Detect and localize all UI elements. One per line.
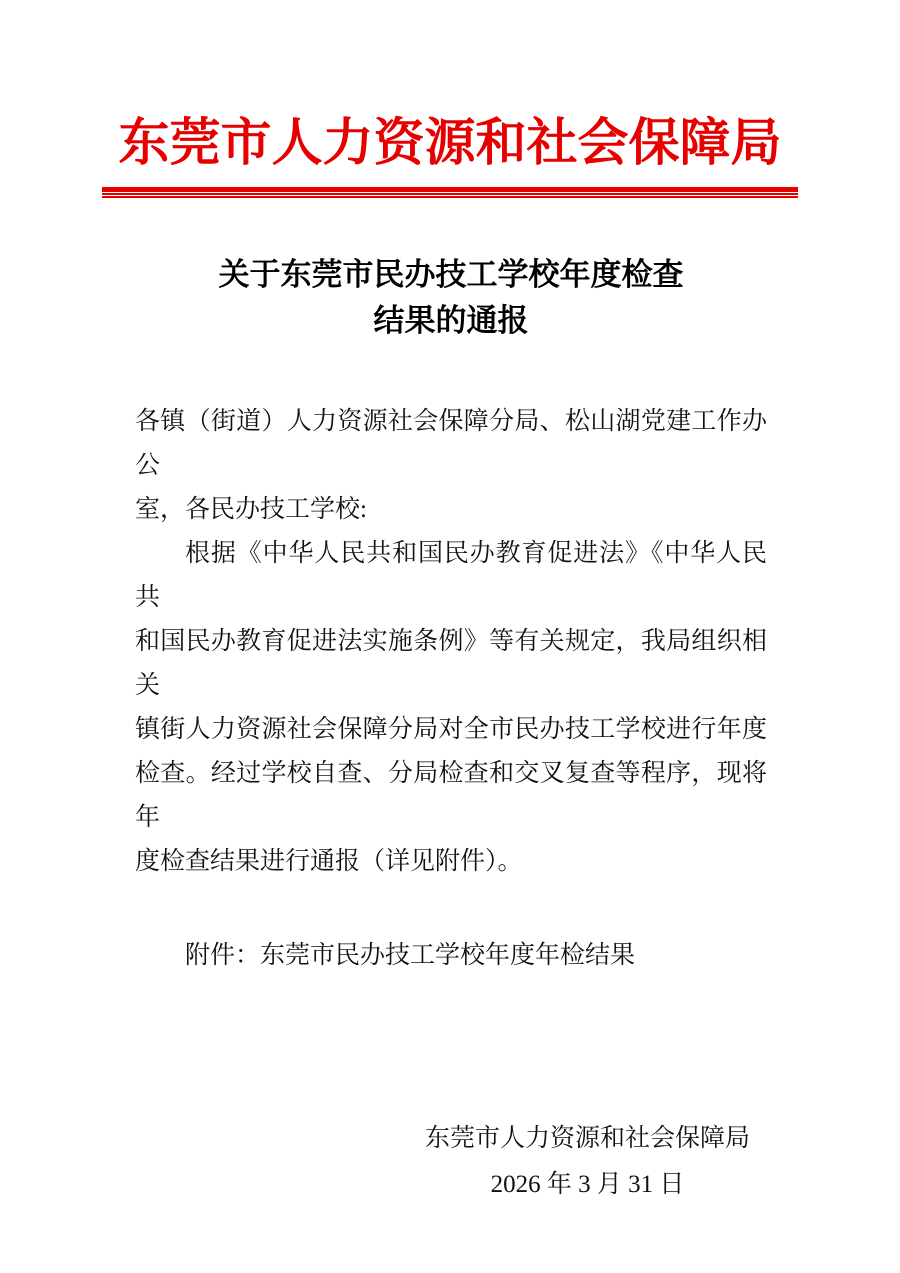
signature-block — [0, 1116, 900, 1208]
divider-thin-line-2 — [102, 196, 798, 198]
attachment-line: 附件：东莞市民办技工学校年度年检结果 — [185, 942, 636, 970]
signature-inner — [425, 1116, 750, 1208]
document-body — [135, 400, 767, 978]
document-title — [0, 252, 900, 344]
masthead-divider — [102, 187, 798, 198]
paragraph-line-4: 检查。经过学校自查、分局检查和交叉复查等程序，现将年 — [135, 760, 767, 832]
paragraph-line-2: 和国民办教育促进法实施条例》等有关规定，我局组织相关 — [135, 628, 767, 700]
masthead — [0, 0, 900, 198]
divider-thin-line-1 — [102, 193, 798, 195]
paragraph-line-1: 根据《中华人民共和国民办教育促进法》《中华人民共 — [135, 540, 767, 612]
document-title-line-2: 结果的通报 — [373, 303, 529, 339]
paragraph-line-3: 镇街人力资源社会保障分局对全市民办技工学校进行年度 — [135, 716, 767, 744]
paragraph-line-5: 度检查结果进行通报（详见附件）。 — [135, 848, 523, 876]
salutation-line-1: 各镇（街道）人力资源社会保障分局、松山湖党建工作办公 — [135, 408, 767, 480]
signature-date: 2026 年 3 月 31 日 — [490, 1171, 685, 1199]
signature-agency: 东莞市人力资源和社会保障局 — [424, 1125, 750, 1153]
masthead-agency-name: 东莞市人力资源和社会保障局 — [118, 116, 782, 172]
document-title-line-1: 关于东莞市民办技工学校年度检查 — [218, 257, 684, 293]
salutation-line-2: 室，各民办技工学校: — [135, 496, 367, 524]
divider-thick-line — [102, 187, 798, 192]
